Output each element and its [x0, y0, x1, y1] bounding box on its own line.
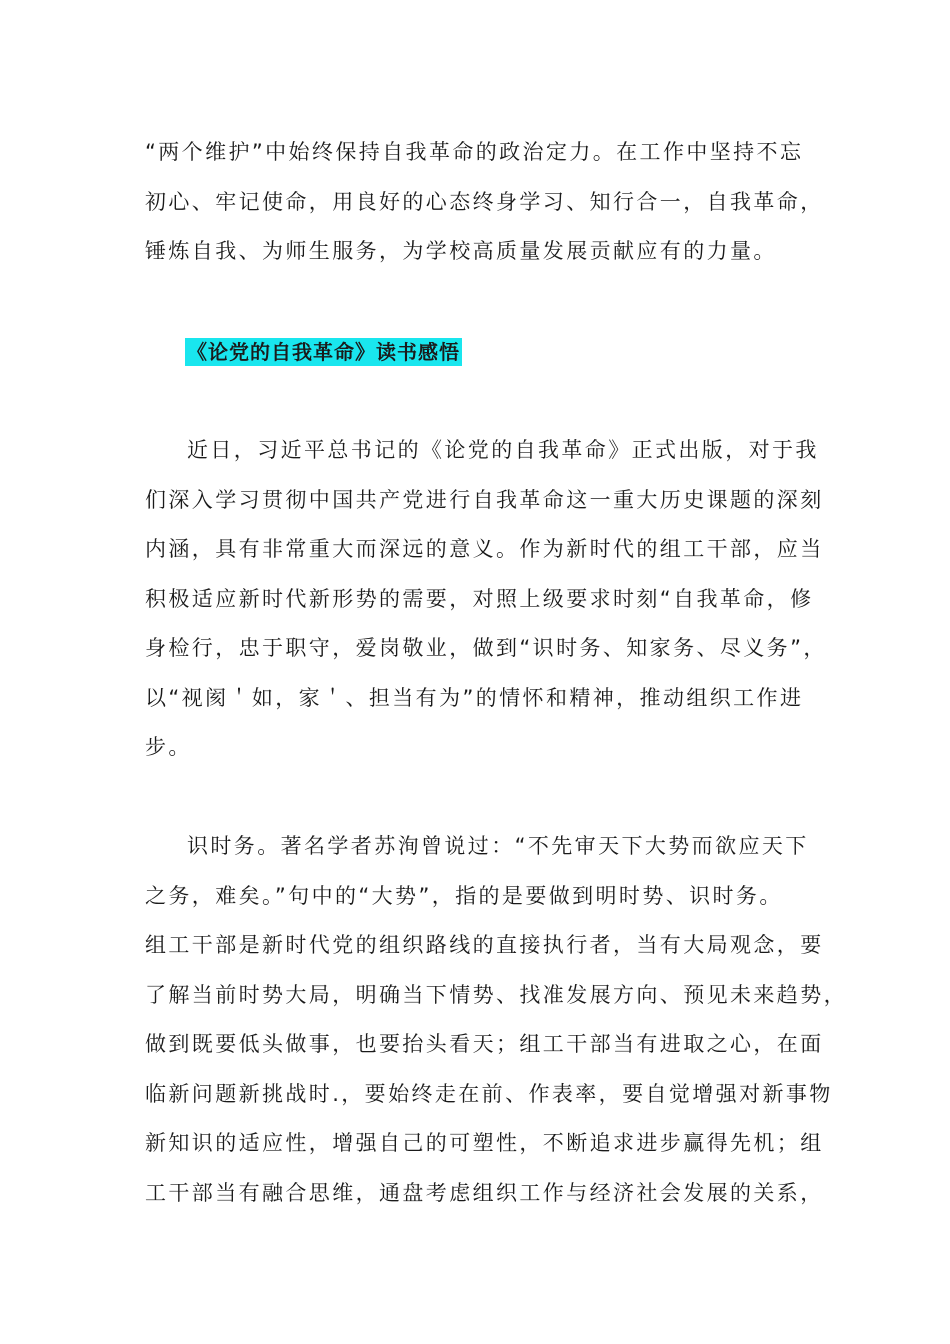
intro-line-1: “两个维护”中始终保持自我革命的政治定力。在工作中坚持不忘: [145, 140, 804, 164]
paragraph2-line-8: 工干部当有融合思维，通盘考虑组织工作与经济社会发展的关系，: [145, 1181, 824, 1205]
paragraph1-line-2: 们深入学习贯彻中国共产党进行自我革命这一重大历史课题的深刻: [145, 488, 824, 512]
paragraph1-line-1: 近日，习近平总书记的《论党的自我革命》正式出版，对于我: [187, 438, 819, 462]
paragraph2-line-1: 识时务。著名学者苏洵曾说过：“不先审天下大势而欲应天下: [187, 834, 809, 858]
paragraph2-line-3: 组工干部是新时代党的组织路线的直接执行者，当有大局观念，要: [145, 933, 824, 957]
intro-line-3: 锤炼自我、为师生服务，为学校高质量发展贡献应有的力量。: [145, 239, 777, 263]
paragraph1-line-7: 步。: [145, 735, 192, 759]
paragraph1-line-6: 以“视阂＇如，家＇、担当有为”的情怀和精神，推动组织工作进: [145, 686, 804, 710]
paragraph2-line-4: 了解当前时势大局，明确当下情势、找准发展方向、预见未来趋势，: [145, 983, 847, 1007]
paragraph2-line-6: 临新问题新挑战时.，要始终走在前、作表率，要自觉增强对新事物: [145, 1082, 833, 1106]
section-heading: 《论党的自我革命》读书感悟: [187, 340, 460, 364]
paragraph2-line-5: 做到既要低头做事，也要抬头看天；组工干部当有进取之心，在面: [145, 1032, 824, 1056]
paragraph1-line-4: 积极适应新时代新形势的需要，对照上级要求时刻“自我革命，修: [145, 587, 814, 611]
intro-line-2: 初心、牢记使命，用良好的心态终身学习、知行合一，自我革命，: [145, 190, 824, 214]
paragraph2-line-7: 新知识的适应性，增强自己的可塑性，不断追求进步赢得先机；组: [145, 1131, 824, 1155]
paragraph1-line-3: 内涵，具有非常重大而深远的意义。作为新时代的组工干部，应当: [145, 537, 824, 561]
paragraph1-line-5: 身检行，忠于职守，爱岗敬业，做到“识时务、知家务、尽义务”，: [145, 636, 827, 660]
paragraph2-line-2: 之务，难矣。”句中的“大势”，指的是要做到明时势、识时务。: [145, 884, 783, 908]
